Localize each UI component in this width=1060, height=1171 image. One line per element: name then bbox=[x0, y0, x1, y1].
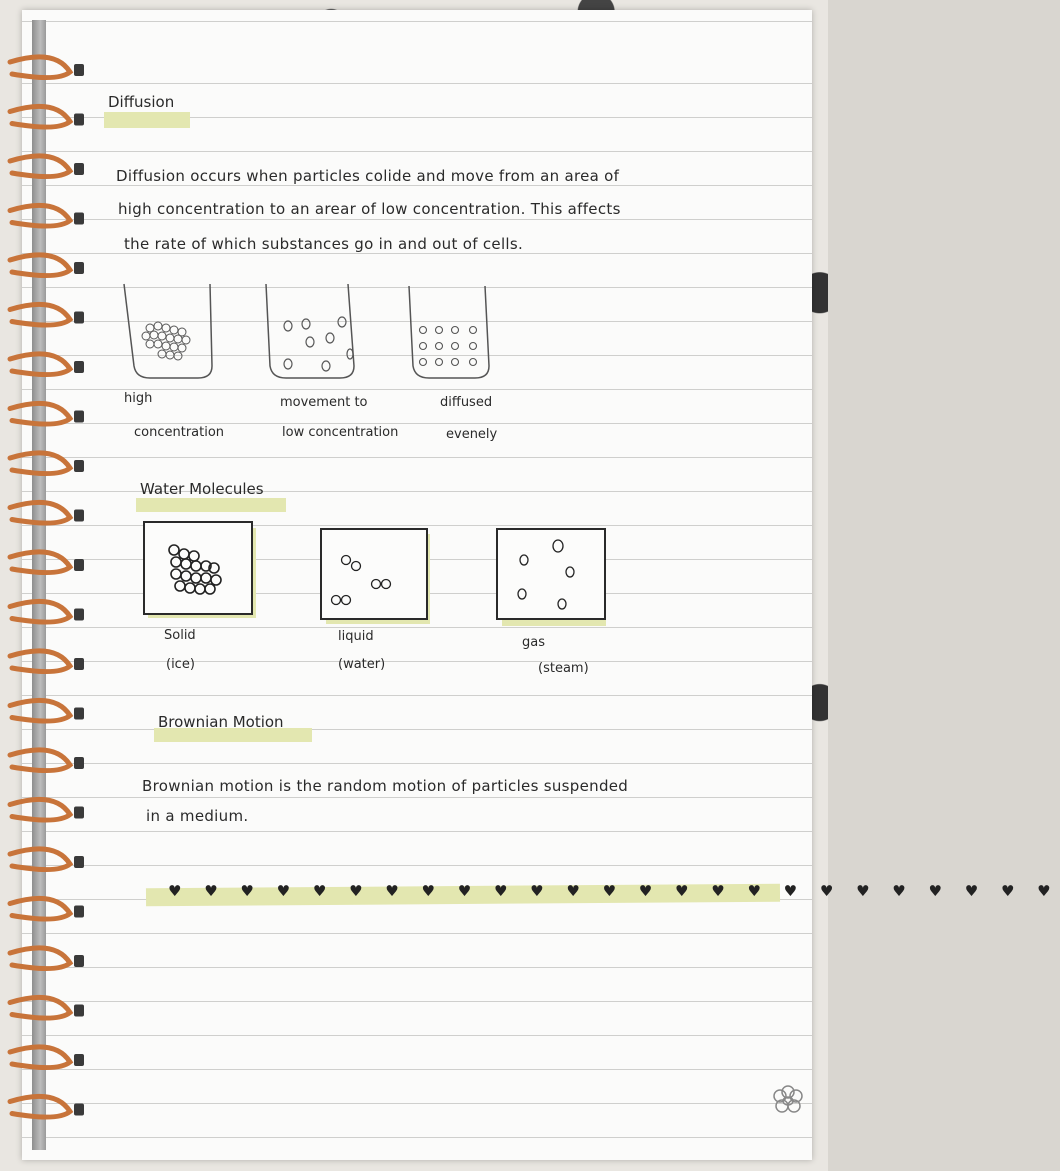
diffusion-text-line-3: the rate of which substances go in and out of cells. bbox=[124, 235, 524, 253]
hearts-decoration: ♥ ♥ ♥ ♥ ♥ ♥ ♥ ♥ ♥ ♥ ♥ ♥ ♥ ♥ ♥ ♥ ♥ ♥ ♥ ♥ ♥ ♥ ♥ ♥ ♥ bbox=[168, 882, 1060, 900]
beaker-1-label-line-2: concentration bbox=[134, 425, 225, 440]
punch-hole bbox=[74, 460, 84, 472]
punch-hole bbox=[74, 609, 84, 621]
spiral-ring bbox=[10, 700, 70, 721]
beaker-diffused bbox=[405, 284, 505, 384]
gas-particles bbox=[506, 536, 596, 610]
spiral-ring bbox=[10, 799, 70, 820]
punch-hole bbox=[74, 163, 84, 175]
gas-label: gas bbox=[522, 635, 545, 650]
beaker-1-label-line-1: high bbox=[124, 391, 153, 406]
spiral-ring bbox=[10, 849, 70, 870]
solid-label: Solid bbox=[164, 628, 196, 643]
diffusion-text-line-2: high concentration to an arear of low concentration. This affects bbox=[118, 200, 621, 218]
punch-hole bbox=[74, 510, 84, 522]
brownian-text-line-2: in a medium. bbox=[146, 807, 249, 825]
punch-hole bbox=[74, 114, 84, 126]
punch-hole bbox=[74, 312, 84, 324]
spiral-ring bbox=[10, 453, 70, 474]
punch-hole bbox=[74, 262, 84, 274]
spiral-ring bbox=[10, 304, 70, 325]
punch-hole bbox=[74, 1054, 84, 1066]
diffusion-heading-highlight bbox=[104, 112, 190, 128]
punch-hole bbox=[74, 1104, 84, 1116]
spiral-ring bbox=[10, 106, 70, 127]
spiral-ring bbox=[10, 651, 70, 672]
punch-hole bbox=[74, 213, 84, 225]
spiral-ring bbox=[10, 255, 70, 276]
solid-particles bbox=[162, 540, 232, 600]
beaker-2-label-line-1: movement to bbox=[280, 395, 368, 410]
spiral-ring bbox=[10, 1047, 70, 1068]
spiral-ring bbox=[10, 997, 70, 1018]
punch-hole bbox=[74, 658, 84, 670]
spiral-binding bbox=[0, 0, 120, 1171]
liquid-label: liquid bbox=[338, 629, 374, 644]
diffusion-text-line-1: Diffusion occurs when particles colide and move from an area of bbox=[116, 167, 620, 185]
spiral-ring bbox=[10, 354, 70, 375]
spiral-ring bbox=[10, 57, 70, 78]
beaker-2-label-line-2: low concentration bbox=[282, 425, 399, 440]
water-heading: Water Molecules bbox=[140, 480, 264, 498]
punch-hole bbox=[74, 757, 84, 769]
diffusion-heading: Diffusion bbox=[108, 93, 175, 111]
spiral-ring bbox=[10, 948, 70, 969]
punch-hole bbox=[74, 361, 84, 373]
punch-hole bbox=[74, 708, 84, 720]
punch-hole bbox=[74, 807, 84, 819]
beaker-high-concentration bbox=[120, 280, 220, 380]
punch-hole bbox=[74, 559, 84, 571]
brownian-heading: Brownian Motion bbox=[158, 713, 284, 731]
water-heading-highlight bbox=[136, 498, 286, 512]
liquid-sublabel: (water) bbox=[338, 657, 386, 672]
punch-hole bbox=[74, 906, 84, 918]
spiral-ring bbox=[10, 601, 70, 622]
gas-sublabel: (steam) bbox=[538, 661, 589, 676]
punch-hole bbox=[74, 1005, 84, 1017]
brownian-text-line-1: Brownian motion is the random motion of particles suspended bbox=[142, 777, 629, 795]
punch-hole bbox=[74, 64, 84, 76]
spiral-ring bbox=[10, 502, 70, 523]
sheep-stamp-icon bbox=[770, 1084, 806, 1118]
solid-sublabel: (ice) bbox=[166, 657, 195, 672]
beaker-movement bbox=[262, 282, 362, 382]
punch-hole bbox=[74, 955, 84, 967]
spiral-ring bbox=[10, 156, 70, 177]
beaker-3-label-line-1: diffused bbox=[440, 395, 493, 410]
spiral-ring bbox=[10, 1096, 70, 1117]
punch-hole bbox=[74, 856, 84, 868]
spiral-ring bbox=[10, 898, 70, 919]
punch-hole bbox=[74, 411, 84, 423]
spiral-ring bbox=[10, 750, 70, 771]
liquid-particles bbox=[326, 548, 416, 608]
spiral-ring bbox=[10, 552, 70, 573]
spiral-ring bbox=[10, 205, 70, 226]
spiral-ring bbox=[10, 403, 70, 424]
beaker-3-label-line-2: evenely bbox=[446, 427, 498, 442]
